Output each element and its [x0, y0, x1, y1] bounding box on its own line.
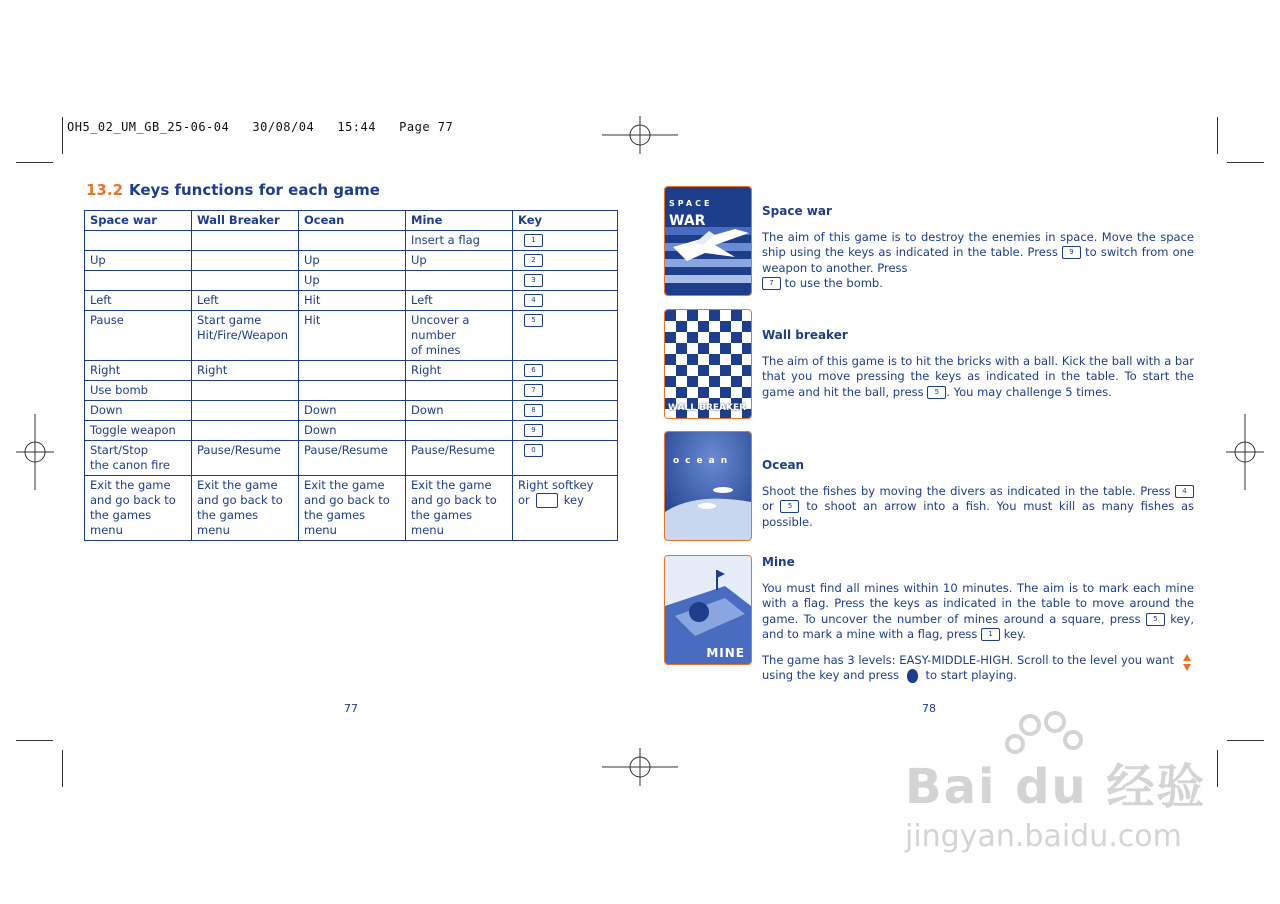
registration-mark-right — [1226, 414, 1264, 490]
table-cell — [85, 231, 192, 251]
table-row — [85, 251, 618, 271]
table-cell — [406, 381, 513, 401]
key-3-icon: 3 — [524, 274, 543, 287]
table-row — [85, 271, 618, 291]
crop-mark — [1227, 162, 1264, 163]
section-title-text: Keys functions for each game — [129, 181, 380, 199]
description-text: The aim of this game is to hit the bricks with a ball. Kick the ball with a bar that you move pressing the keys as indicated in the table. To start the game and hit the ball, press — [762, 353, 1194, 399]
key-cell — [513, 231, 618, 251]
column-header: Mine — [406, 211, 513, 231]
key-cell — [513, 441, 618, 476]
logo-text: WAR — [669, 213, 706, 229]
key-2-icon: 2 — [524, 254, 543, 267]
key-5-icon: 5 — [780, 500, 799, 513]
table-cell: Start/Stop the canon fire — [85, 441, 192, 476]
column-header: Wall Breaker — [192, 211, 299, 231]
table-cell: Up — [406, 251, 513, 271]
registration-mark-top — [602, 116, 678, 154]
checker-square — [720, 321, 731, 332]
checker-square — [709, 332, 720, 343]
key-text: Right softkey — [518, 478, 594, 492]
checker-square — [665, 376, 676, 387]
game-title: Mine — [762, 555, 795, 569]
game-title: Space war — [762, 204, 832, 218]
checker-square — [731, 354, 742, 365]
game-description — [762, 581, 1194, 643]
description-text: to shoot an arrow into a fish. You must kill as many fishes as possible. — [762, 499, 1195, 529]
checker-square — [742, 321, 751, 332]
key-cell — [513, 381, 618, 401]
description-text: The game has 3 levels: EASY-MIDDLE-HIGH. Scroll to the level you want using the key and press — [762, 652, 1174, 682]
space-war-logo — [669, 191, 751, 229]
page-number-right: 78 — [922, 702, 936, 715]
table-cell — [192, 401, 299, 421]
up-down-arrow-icon — [1182, 653, 1192, 673]
table-cell — [299, 231, 406, 251]
checker-square — [676, 387, 687, 398]
checker-square — [698, 343, 709, 354]
checker-square — [687, 376, 698, 387]
wall-breaker-image — [664, 309, 752, 419]
section-number: 13.2 — [86, 181, 124, 199]
checker-square — [709, 376, 720, 387]
checker-square — [687, 332, 698, 343]
table-row — [85, 421, 618, 441]
checker-square — [720, 343, 731, 354]
table-cell: Right — [85, 361, 192, 381]
column-header: Space war — [85, 211, 192, 231]
table-cell: Start game Hit/Fire/Weapon — [192, 311, 299, 361]
table-cell: Down — [85, 401, 192, 421]
table-cell: Exit the game and go back to the games menu — [85, 476, 192, 541]
checker-square — [687, 310, 698, 321]
checker-square — [709, 310, 720, 321]
key-cell — [513, 421, 618, 441]
description-text: The aim of this game is to destroy the enemies in space. Move the space ship using the keys as indicated in the table. Press — [762, 229, 1194, 259]
watermark-logo — [905, 720, 1207, 854]
logo-text: SPACE — [669, 199, 713, 208]
checker-square — [665, 310, 676, 321]
table-cell — [299, 361, 406, 381]
watermark-url: jingyan.baidu.com — [905, 819, 1182, 854]
key-cell — [513, 251, 618, 271]
table-cell — [299, 381, 406, 401]
checker-square — [731, 376, 742, 387]
table-row — [85, 311, 618, 361]
table-cell: Pause/Resume — [406, 441, 513, 476]
key-8-icon: 8 — [524, 404, 543, 417]
table-cell — [406, 271, 513, 291]
key-1-icon: 1 — [981, 628, 1000, 641]
key-cell — [513, 401, 618, 421]
table-cell: Right — [192, 361, 299, 381]
space-war-section — [762, 204, 1194, 292]
section-title — [86, 181, 380, 199]
key-cell — [513, 476, 618, 541]
key-7-icon: 7 — [762, 277, 781, 290]
game-description — [762, 230, 1194, 292]
table-cell — [192, 271, 299, 291]
table-cell: Exit the game and go back to the games menu — [406, 476, 513, 541]
table-row — [85, 231, 618, 251]
table-cell — [406, 421, 513, 441]
key-1-icon: 1 — [524, 234, 543, 247]
key-text: key — [563, 493, 584, 507]
table-row — [85, 361, 618, 381]
checker-square — [665, 332, 676, 343]
table-cell: Up — [85, 251, 192, 271]
checker-square — [698, 321, 709, 332]
table-cell: Pause/Resume — [192, 441, 299, 476]
description-text: to start playing. — [925, 668, 1017, 682]
table-cell — [192, 251, 299, 271]
description-text: key, and to mark a mine with a flag, press — [762, 611, 1194, 641]
registration-mark-bottom — [602, 748, 678, 786]
table-cell: Down — [299, 421, 406, 441]
print-header: OH5_02_UM_GB_25-06-04 30/08/04 15:44 Page 77 — [67, 120, 454, 134]
checker-square — [676, 343, 687, 354]
baidu-watermark — [905, 720, 1207, 854]
table-cell: Exit the game and go back to the games menu — [192, 476, 299, 541]
checker-square — [698, 387, 709, 398]
key-text-line — [518, 493, 612, 508]
game-title: Ocean — [762, 458, 805, 472]
table-cell: Hit — [299, 291, 406, 311]
crop-mark — [1217, 117, 1218, 154]
key-5-icon: 5 — [524, 314, 543, 327]
ocean-logo: ocean — [673, 456, 734, 466]
key-cell — [513, 361, 618, 381]
crop-mark — [16, 740, 53, 741]
checker-square — [676, 321, 687, 332]
table-cell: Pause — [85, 311, 192, 361]
table-cell: Left — [406, 291, 513, 311]
checker-square — [731, 332, 742, 343]
checker-square — [720, 387, 731, 398]
key-4-icon: 4 — [1175, 485, 1194, 498]
mine-logo: MINE — [706, 646, 745, 660]
description-text: or — [762, 499, 774, 513]
table-cell: Pause/Resume — [299, 441, 406, 476]
table-cell — [85, 271, 192, 291]
table-cell — [192, 381, 299, 401]
ok-key-icon — [907, 669, 918, 683]
space-war-image — [664, 186, 752, 296]
table-row — [85, 401, 618, 421]
crop-mark — [1227, 740, 1264, 741]
wall-breaker-logo: WALL BREAKER — [668, 403, 747, 413]
checker-square — [742, 343, 751, 354]
table-cell — [192, 421, 299, 441]
end-call-key-icon — [536, 493, 558, 508]
table-cell: Use bomb — [85, 381, 192, 401]
crop-mark — [62, 750, 63, 787]
table-cell: Exit the game and go back to the games menu — [299, 476, 406, 541]
description-text: to switch from one weapon to another. Press — [762, 245, 1194, 275]
table-cell: Hit — [299, 311, 406, 361]
game-title: Wall breaker — [762, 328, 848, 342]
key-6-icon: 6 — [524, 364, 543, 377]
table-row — [85, 291, 618, 311]
ocean-section — [762, 458, 1194, 530]
column-header: Key — [513, 211, 618, 231]
mine-image — [664, 555, 752, 665]
key-cell — [513, 311, 618, 361]
checker-square — [742, 365, 751, 376]
table-row — [85, 381, 618, 401]
registration-mark-left — [16, 414, 54, 490]
key-7-icon: 7 — [524, 384, 543, 397]
key-5-icon: 5 — [927, 386, 946, 399]
wall-breaker-section — [762, 328, 1194, 400]
key-cell — [513, 291, 618, 311]
column-header: Ocean — [299, 211, 406, 231]
ocean-image — [664, 431, 752, 541]
keys-table — [84, 210, 618, 541]
key-4-icon: 4 — [524, 294, 543, 307]
checker-square — [665, 354, 676, 365]
table-cell: Down — [406, 401, 513, 421]
table-cell: Left — [85, 291, 192, 311]
game-description — [762, 354, 1194, 401]
table-header-row — [85, 211, 618, 231]
key-cell — [513, 271, 618, 291]
table-cell: Toggle weapon — [85, 421, 192, 441]
watermark-text: Bai du 经验 — [905, 759, 1207, 815]
crop-mark — [16, 162, 53, 163]
game-levels — [762, 653, 1194, 684]
table-cell — [192, 231, 299, 251]
checker-square — [720, 365, 731, 376]
game-description — [762, 484, 1194, 531]
description-text: key. — [1003, 627, 1026, 641]
description-text: Shoot the fishes by moving the divers as indicated in the table. Press — [762, 483, 1171, 498]
mine-section — [762, 555, 1194, 684]
table-cell: Down — [299, 401, 406, 421]
key-9-icon: 9 — [1062, 246, 1081, 259]
description-text: You must find all mines within 10 minutes. The aim is to mark each mine with a flag. Press the keys as indicated in the table to move around the game. To uncover the number of mines around a square, press — [762, 580, 1194, 626]
checker-square — [698, 365, 709, 376]
key-9-icon: 9 — [524, 424, 543, 437]
table-cell: Uncover a number of mines — [406, 311, 513, 361]
checker-square — [731, 310, 742, 321]
page-number-left: 77 — [344, 702, 358, 715]
crop-mark — [1217, 750, 1218, 787]
checker-square — [687, 354, 698, 365]
table-cell: Right — [406, 361, 513, 381]
description-text: to use the bomb. — [784, 276, 883, 290]
table-cell: Insert a flag — [406, 231, 513, 251]
key-5-icon: 5 — [1146, 613, 1165, 626]
table-row — [85, 476, 618, 541]
checker-square — [676, 365, 687, 376]
table-cell: Left — [192, 291, 299, 311]
table-cell: Up — [299, 271, 406, 291]
description-text: . You may challenge 5 times. — [946, 384, 1112, 399]
checker-square — [709, 354, 720, 365]
key-0-icon: 0 — [524, 444, 543, 457]
table-row — [85, 441, 618, 476]
key-text: or — [518, 493, 530, 507]
checker-square — [742, 387, 751, 398]
crop-mark — [62, 117, 63, 154]
table-cell: Up — [299, 251, 406, 271]
